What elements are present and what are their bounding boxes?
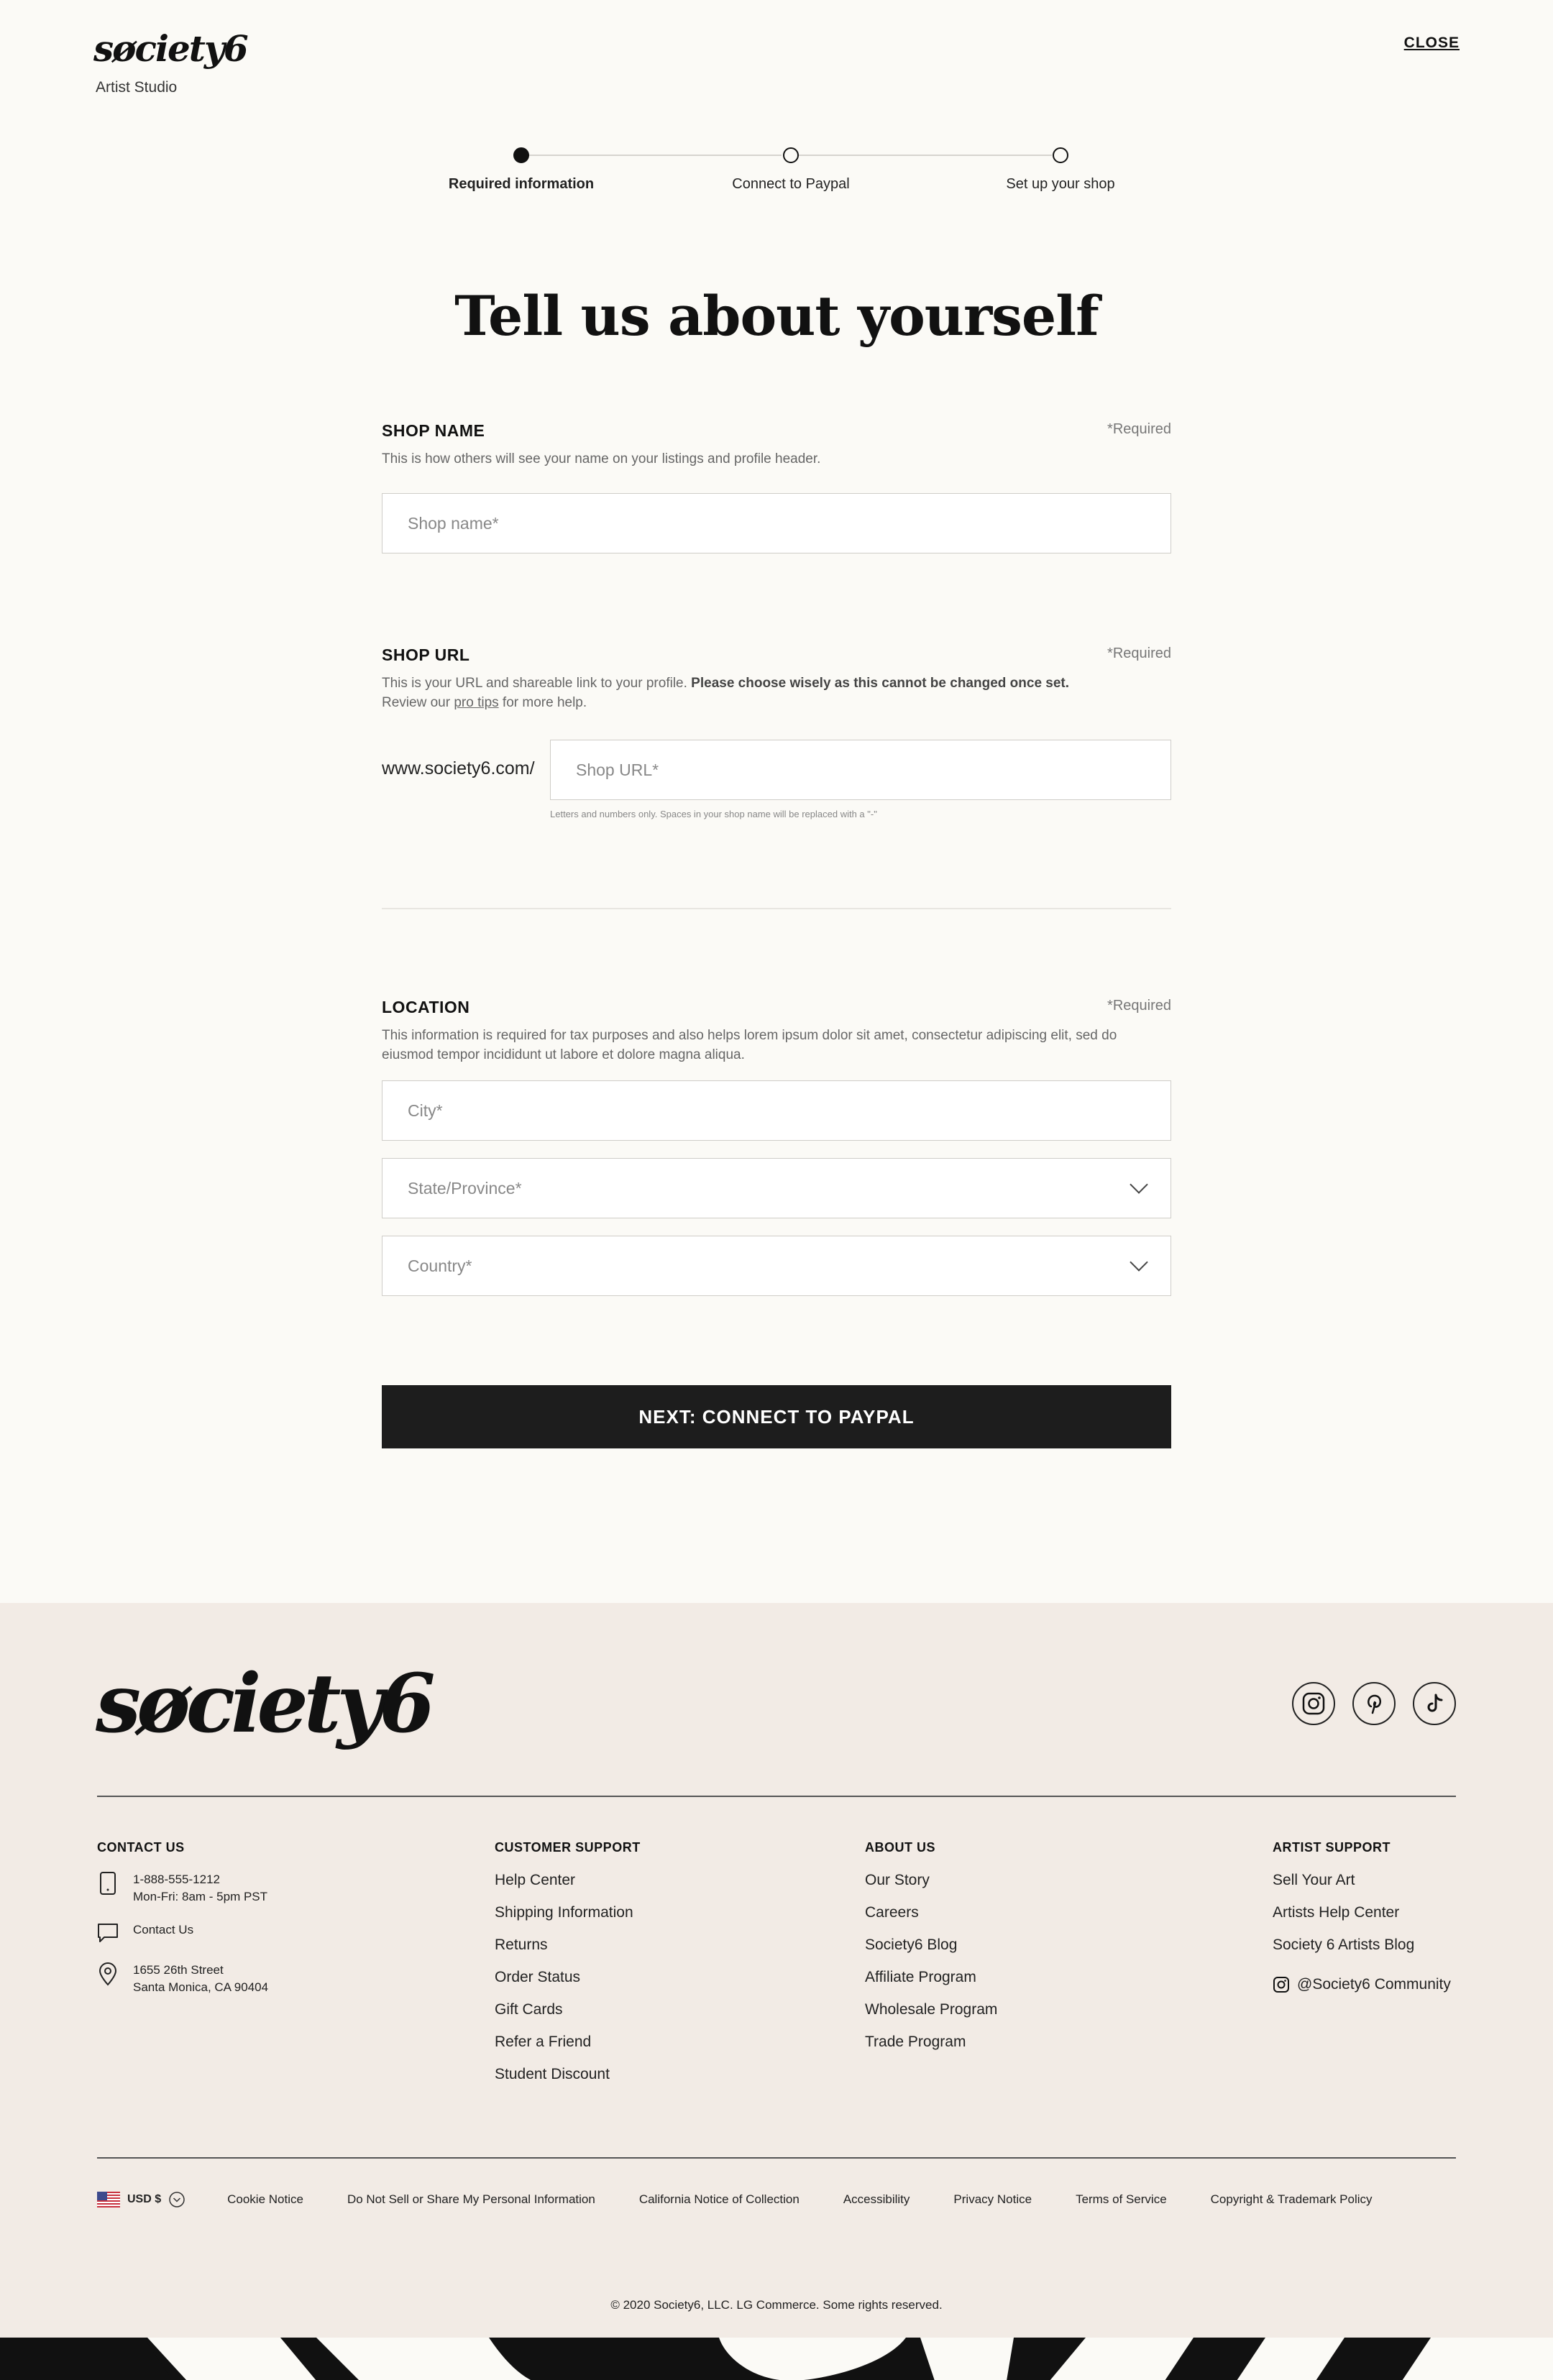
footer-divider — [97, 2157, 1456, 2159]
chat-bubble-icon — [97, 1921, 119, 1946]
shop-name-description: This is how others will see your name on your listings and profile header. — [382, 451, 821, 467]
instagram-icon — [1273, 1976, 1290, 1993]
about-us-heading: ABOUT US — [865, 1840, 935, 1855]
country-placeholder: Country* — [408, 1256, 472, 1275]
step-connector — [521, 155, 782, 156]
footer-link-cookie-notice[interactable]: Cookie Notice — [227, 2192, 303, 2206]
currency-label: USD $ — [127, 2193, 162, 2205]
city-input[interactable] — [382, 1080, 1171, 1141]
location-pin-icon — [97, 1962, 119, 1986]
customer-support-column — [495, 1840, 641, 2098]
footer-link-california-notice[interactable]: California Notice of Collection — [638, 2192, 800, 2206]
phone-hours: Mon-Fri: 8am - 5pm PST — [133, 1890, 268, 1903]
footer-link-shipping-information[interactable]: Shipping Information — [495, 1904, 633, 1921]
instagram-icon[interactable] — [1292, 1682, 1335, 1725]
decorative-pattern — [0, 2338, 1553, 2380]
shop-name-placeholder: Shop name* — [408, 513, 499, 533]
state-placeholder: State/Province* — [408, 1178, 522, 1198]
footer-link-help-center[interactable]: Help Center — [495, 1872, 576, 1888]
footer-link-refer-a-friend[interactable]: Refer a Friend — [495, 2034, 592, 2050]
currency-selector[interactable] — [97, 2191, 185, 2208]
chevron-down-icon — [1130, 1253, 1147, 1271]
shop-url-hint: Letters and numbers only. Spaces in your shop name will be replaced with a "-" — [550, 809, 877, 819]
contact-us-link[interactable]: Contact Us — [133, 1923, 194, 1936]
footer-link-copyright-policy[interactable]: Copyright & Trademark Policy — [1210, 2192, 1373, 2206]
footer-link-artists-help-center[interactable]: Artists Help Center — [1273, 1904, 1400, 1921]
required-note: *Required — [1107, 645, 1171, 661]
footer-link-returns[interactable]: Returns — [495, 1936, 548, 1953]
pro-tips-link[interactable]: pro tips — [454, 695, 499, 710]
step-connector — [799, 155, 1052, 156]
footer-link-gift-cards[interactable]: Gift Cards — [495, 2001, 563, 2018]
desc-text: for more help. — [498, 695, 587, 710]
contact-us-heading: CONTACT US — [97, 1840, 185, 1855]
customer-support-heading: CUSTOMER SUPPORT — [495, 1840, 641, 1855]
footer-link-do-not-sell[interactable]: Do Not Sell or Share My Personal Information — [347, 2192, 595, 2206]
country-select[interactable] — [382, 1236, 1171, 1296]
desc-warning: Please choose wisely as this cannot be changed once set. — [691, 676, 1070, 691]
required-note: *Required — [1107, 421, 1171, 437]
shop-url-heading: SHOP URL — [382, 645, 470, 664]
footer-link-student-discount[interactable]: Student Discount — [495, 2066, 610, 2082]
step-label-setup-shop: Set up your shop — [1006, 176, 1115, 192]
next-connect-paypal-button[interactable]: NEXT: CONNECT TO PAYPAL — [382, 1385, 1171, 1448]
footer-link-wholesale-program[interactable]: Wholesale Program — [865, 2001, 998, 2018]
shop-name-section — [382, 421, 1171, 553]
step-dot-connect-paypal — [783, 147, 799, 163]
page-title: Tell us about yourself — [454, 284, 1099, 348]
address-row — [97, 1962, 268, 1996]
section-divider — [382, 908, 1171, 909]
society6-logo[interactable]: søciety6 — [93, 27, 247, 70]
step-dot-required-information — [513, 147, 529, 163]
tiktok-icon[interactable] — [1413, 1682, 1456, 1725]
shop-url-placeholder: Shop URL* — [576, 760, 659, 779]
required-note: *Required — [1107, 998, 1171, 1014]
phone-icon — [97, 1871, 119, 1896]
footer-logo[interactable]: søciety6 — [96, 1657, 431, 1751]
phone-number[interactable]: 1-888-555-1212 — [133, 1873, 220, 1886]
footer — [0, 1603, 1553, 2380]
phone-row[interactable] — [97, 1871, 268, 1906]
footer-divider — [97, 1796, 1456, 1797]
shop-url-section — [382, 645, 1171, 712]
artist-support-column — [1273, 1840, 1451, 2000]
step-label-connect-paypal: Connect to Paypal — [732, 176, 850, 192]
contact-us-column — [97, 1840, 268, 2012]
us-flag-icon — [97, 2192, 120, 2207]
chevron-down-icon — [1130, 1175, 1147, 1193]
shop-url-input[interactable] — [550, 740, 1171, 800]
footer-link-society6-blog[interactable]: Society6 Blog — [865, 1936, 958, 1953]
about-us-column — [865, 1840, 997, 2065]
shop-url-prefix: www.society6.com/ — [382, 758, 535, 778]
chevron-down-circle-icon — [168, 2191, 185, 2208]
footer-link-trade-program[interactable]: Trade Program — [865, 2034, 966, 2050]
shop-name-input[interactable] — [382, 493, 1171, 553]
legal-links-bar — [97, 2191, 1456, 2208]
city-placeholder: City* — [408, 1101, 443, 1120]
close-button[interactable]: CLOSE — [1403, 35, 1460, 51]
artist-studio-label: Artist Studio — [96, 79, 178, 96]
step-label-required-information: Required information — [448, 176, 595, 192]
footer-link-sell-your-art[interactable]: Sell Your Art — [1273, 1872, 1355, 1888]
footer-link-artists-blog[interactable]: Society 6 Artists Blog — [1273, 1936, 1415, 1953]
footer-link-our-story[interactable]: Our Story — [865, 1872, 930, 1888]
shop-url-description — [382, 674, 1072, 712]
footer-link-accessibility[interactable]: Accessibility — [843, 2192, 910, 2206]
location-heading: LOCATION — [382, 998, 470, 1016]
step-dot-setup-shop — [1053, 147, 1068, 163]
desc-text: This is your URL and shareable link to your profile. — [382, 676, 692, 691]
footer-link-terms-of-service[interactable]: Terms of Service — [1076, 2192, 1167, 2206]
community-label: @Society6 Community — [1297, 1975, 1451, 1993]
address-line-1: 1655 26th Street — [133, 1963, 224, 1977]
footer-link-order-status[interactable]: Order Status — [495, 1969, 581, 1985]
footer-link-privacy-notice[interactable]: Privacy Notice — [953, 2192, 1032, 2206]
state-province-select[interactable] — [382, 1158, 1171, 1218]
progress-stepper — [431, 144, 1115, 201]
copyright-text: © 2020 Society6, LLC. LG Commerce. Some rights reserved. — [610, 2298, 943, 2312]
footer-link-affiliate-program[interactable]: Affiliate Program — [865, 1969, 976, 1985]
address-line-2: Santa Monica, CA 90404 — [133, 1980, 269, 1994]
location-description: This information is required for tax purposes and also helps lorem ipsum dolor sit amet, consectetur adipiscing elit, sed do eiusmod tempor incididunt ut labore et dolore magna aliqua. — [382, 1028, 1117, 1062]
artist-support-heading: ARTIST SUPPORT — [1273, 1840, 1391, 1855]
location-section — [382, 998, 1171, 1296]
pinterest-icon[interactable] — [1352, 1682, 1396, 1725]
footer-link-careers[interactable]: Careers — [865, 1904, 919, 1921]
desc-text: Review our — [382, 695, 454, 710]
footer-link-community[interactable] — [1273, 1968, 1451, 2000]
contact-row[interactable] — [97, 1921, 268, 1946]
shop-name-heading: SHOP NAME — [382, 421, 485, 440]
